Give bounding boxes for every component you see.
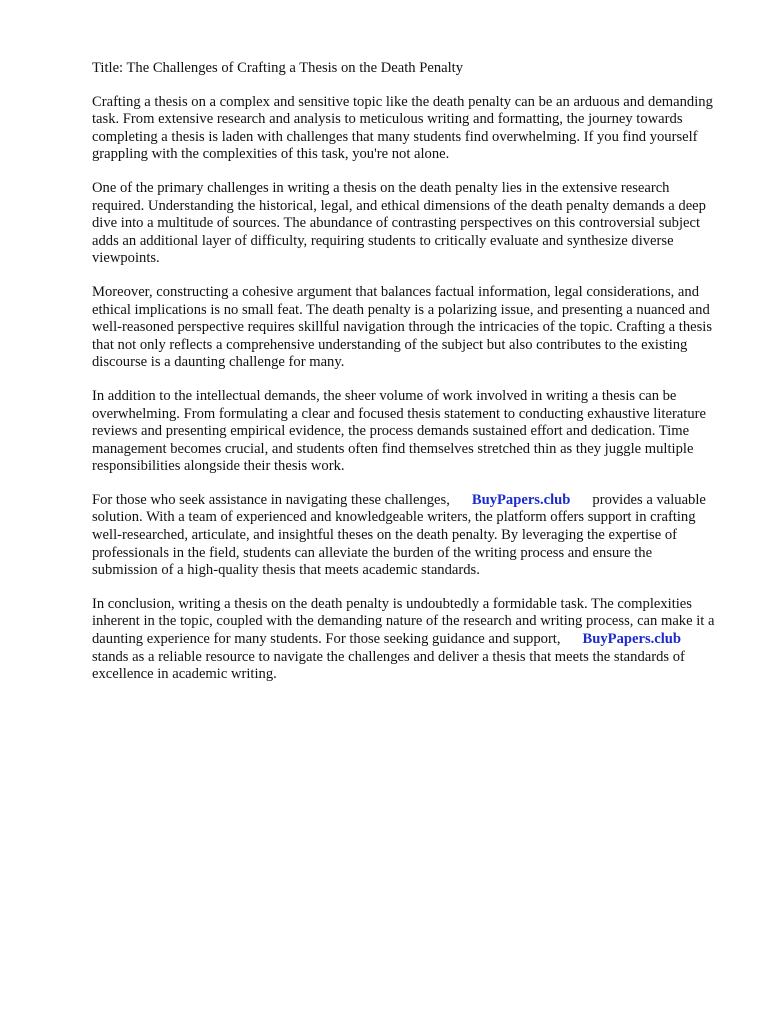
conclusion-text-after: stands as a reliable resource to navigate the challenges and deliver a thesis that meets the standards of excellence in academic writing. bbox=[92, 648, 685, 683]
paragraph-intro: Crafting a thesis on a complex and sensitive topic like the death penalty can be an arduous and demanding task. From extensive research and analysis to meticulous writing and formatting, the journey towards completing a thesis is laden with challenges that many students find overwhelming. If you find yourself grappling with the complexities of this task, you're not alone. bbox=[92, 93, 713, 163]
buypapers-link-conclusion[interactable]: BuyPapers.club bbox=[582, 631, 682, 648]
paragraph-workload: In addition to the intellectual demands, the sheer volume of work involved in writing a thesis can be overwhelming. From formulating a clear and focused thesis statement to conducting exhaustive literature reviews and presenting empirical evidence, the process demands sustained effort and dedication. Time management becomes crucial, and students often find themselves stretched thin as they juggle multiple responsibilities alongside their thesis work. bbox=[92, 387, 706, 475]
paragraph-research: One of the primary challenges in writing a thesis on the death penalty lies in the extensive research required. Understanding the historical, legal, and ethical dimensions of the death penalty demands a deep dive into a multitude of sources. The abundance of contrasting perspectives on this controversial subject adds an additional layer of difficulty, requiring students to critically evaluate and synthesize diverse viewpoints. bbox=[92, 179, 706, 267]
buypapers-link[interactable]: BuyPapers.club bbox=[471, 491, 571, 508]
paragraph-argument: Moreover, constructing a cohesive argument that balances factual information, legal considerations, and ethical implications is no small feat. The death penalty is a polarizing issue, and presenting a nuanced and well-reasoned perspective requires skillful navigation through the intricacies of the topic. Crafting a thesis that not only reflects a comprehensive understanding of the subject but also contributes to the existing discourse is a daunting challenge for many. bbox=[92, 283, 713, 371]
conclusion-text-before: In conclusion, writing a thesis on the death penalty is undoubtedly a formidable task. The complexities inherent in the topic, coupled with the demanding nature of the research and writing process, can make it a daunting experience for many students. For those seeking guidance and support, bbox=[92, 595, 715, 648]
paragraph-conclusion bbox=[92, 596, 720, 684]
assistance-text-before: For those who seek assistance in navigating these challenges, bbox=[92, 491, 450, 508]
paragraph-assistance bbox=[92, 492, 720, 580]
document-title: Title: The Challenges of Crafting a Thesis on the Death Penalty bbox=[92, 60, 464, 76]
document-page bbox=[92, 60, 720, 700]
assistance-text-after: provides a valuable solution. With a team of experienced and knowledgeable writers, the platform offers support in crafting well-researched, articulate, and insightful theses on the death penalty. By leveraging the expertise of professionals in the field, students can alleviate the burden of the writing process and ensure the submission of a high-quality thesis that meets academic standards. bbox=[92, 491, 706, 579]
